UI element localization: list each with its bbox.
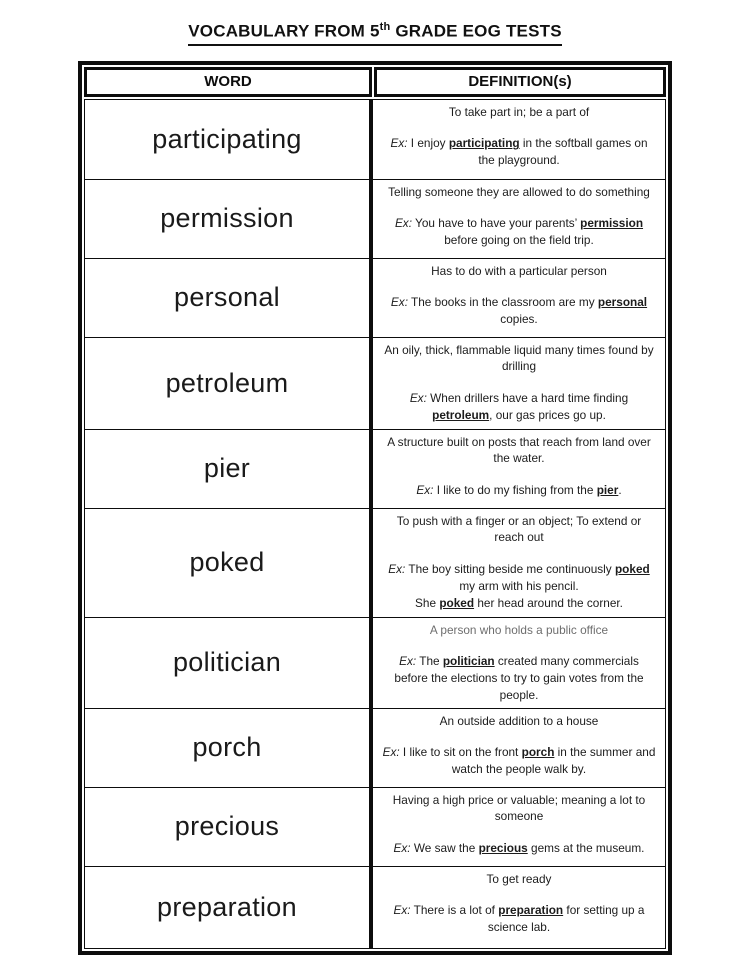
table-row: [85, 100, 665, 180]
example-text: [382, 390, 656, 424]
text-segment: Ex:: [388, 562, 406, 577]
example-text: [382, 653, 656, 703]
meaning-text: [382, 513, 656, 547]
text-segment: preparation: [498, 903, 564, 918]
example-text: [382, 902, 656, 936]
meaning-text: [382, 622, 656, 639]
example-text: [382, 561, 656, 595]
example-text: [382, 744, 656, 778]
example-text: [382, 482, 656, 499]
definition-cell: [373, 180, 665, 258]
text-segment: Ex:: [382, 745, 400, 760]
title-wrap: [0, 0, 750, 46]
definition-cell: [373, 709, 665, 787]
word-cell: [85, 788, 373, 866]
text-segment: There is a lot of: [410, 903, 499, 918]
text-segment: Ex:: [394, 216, 412, 231]
text-segment: poked: [439, 595, 475, 610]
meaning-text: [382, 434, 656, 468]
text-segment: copies.: [500, 312, 538, 327]
vocabulary-table: [78, 61, 672, 955]
text-segment: The: [416, 654, 443, 669]
example-text: [382, 595, 656, 612]
text-segment: The boy sitting beside me continuously: [405, 562, 615, 577]
text-segment: I enjoy: [407, 136, 449, 151]
text-segment: Ex:: [393, 903, 411, 918]
text-segment: .: [618, 483, 622, 498]
vocab-word: pier: [203, 453, 251, 484]
text-segment: We saw the: [410, 841, 479, 856]
table-row: [85, 338, 665, 430]
text-segment: An outside addition to a house: [439, 713, 599, 728]
meaning-text: [382, 184, 656, 201]
text-segment: Ex:: [409, 391, 427, 406]
text-segment: Has to do with a particular person: [431, 263, 607, 278]
text-segment: participating: [448, 136, 520, 151]
word-cell: [85, 180, 373, 258]
word-cell: [85, 100, 373, 179]
text-segment: An oily, thick, flammable liquid many times found by drilling: [384, 342, 654, 374]
vocab-word: porch: [192, 732, 262, 763]
vocab-word: petroleum: [165, 367, 289, 398]
text-segment: gems at the museum.: [527, 841, 645, 856]
vocab-word: politician: [172, 647, 282, 678]
text-segment: Ex:: [390, 295, 408, 310]
word-cell: [85, 338, 373, 429]
text-segment: Ex:: [416, 483, 434, 498]
text-segment: The books in the classroom are my: [407, 295, 598, 310]
word-cell: [85, 709, 373, 787]
meaning-text: [382, 104, 656, 121]
text-segment: I like to do my fishing from the: [433, 483, 597, 498]
vocab-word: permission: [160, 203, 294, 234]
table-row: [85, 509, 665, 618]
title-superscript: th: [379, 21, 391, 33]
definition-cell: [373, 100, 665, 179]
word-cell: [85, 618, 373, 708]
meaning-text: [382, 713, 656, 730]
text-segment: before going on the field trip.: [444, 233, 594, 248]
text-segment: A person who holds a public office: [429, 622, 609, 637]
example-text: [382, 294, 656, 328]
word-cell: [85, 259, 373, 337]
table-row: [85, 788, 665, 867]
meaning-text: [382, 792, 656, 826]
vocab-word: preparation: [157, 891, 297, 922]
table-row: [85, 259, 665, 338]
text-segment: When drillers have a hard time finding: [426, 391, 629, 406]
text-segment: for setting up a science lab.: [487, 903, 645, 935]
word-cell: [85, 867, 373, 948]
meaning-text: [382, 263, 656, 280]
text-segment: personal: [597, 295, 648, 310]
text-segment: politician: [442, 654, 495, 669]
vocab-word: poked: [189, 547, 265, 578]
text-segment: You have to have your parents’: [411, 216, 581, 231]
table-body: [84, 99, 666, 949]
text-segment: porch: [521, 745, 555, 760]
text-segment: in the summer and watch the people walk by.: [451, 745, 656, 777]
example-text: [382, 215, 656, 249]
definition-cell: [373, 788, 665, 866]
text-segment: Ex:: [399, 654, 417, 669]
vocab-word: precious: [174, 811, 280, 842]
text-segment: I like to sit on the front: [399, 745, 522, 760]
text-segment: created many commercials before the elections to try to gain votes from the people.: [394, 654, 644, 702]
text-segment: Telling someone they are allowed to do something: [388, 184, 650, 199]
definition-cell: [373, 618, 665, 708]
definition-cell: [373, 259, 665, 337]
meaning-text: [382, 342, 656, 376]
example-text: [382, 135, 656, 169]
text-segment: precious: [478, 841, 528, 856]
text-segment: To push with a finger or an object; To extend or reach out: [396, 513, 642, 545]
table-row: [85, 867, 665, 948]
text-segment: Ex:: [390, 136, 408, 151]
table-row: [85, 430, 665, 509]
example-text: [382, 840, 656, 857]
text-segment: She: [415, 595, 440, 610]
text-segment: , our gas prices go up.: [489, 407, 606, 422]
text-segment: her head around the corner.: [474, 595, 623, 610]
word-cell: [85, 509, 373, 617]
text-segment: Ex:: [393, 841, 411, 856]
title-prefix: VOCABULARY FROM 5: [188, 21, 380, 41]
table-row: [85, 180, 665, 259]
definition-cell: [373, 867, 665, 948]
table-row: [85, 709, 665, 788]
text-segment: To take part in; be a part of: [448, 104, 590, 119]
text-segment: To get ready: [486, 871, 552, 886]
text-segment: petroleum: [432, 407, 490, 422]
text-segment: my arm with his pencil.: [459, 578, 579, 593]
vocab-word: participating: [152, 123, 302, 154]
definition-cell: [373, 430, 665, 508]
text-segment: Having a high price or valuable; meaning a lot to someone: [392, 792, 646, 824]
page-title: [188, 21, 562, 46]
vocab-word: personal: [174, 282, 280, 313]
definition-cell: [373, 338, 665, 429]
word-cell: [85, 430, 373, 508]
text-segment: poked: [614, 562, 650, 577]
meaning-text: [382, 871, 656, 888]
definition-cell: [373, 509, 665, 617]
text-segment: in the softball games on the playground.: [478, 136, 648, 168]
title-suffix: GRADE EOG TESTS: [390, 21, 562, 41]
header-cell-word: WORD: [84, 67, 372, 97]
header-cell-definition: DEFINITION(s): [374, 67, 666, 97]
text-segment: permission: [580, 216, 644, 231]
text-segment: pier: [596, 483, 619, 498]
table-row: [85, 618, 665, 709]
table-header-row: [84, 67, 666, 97]
text-segment: A structure built on posts that reach from land over the water.: [387, 434, 651, 466]
